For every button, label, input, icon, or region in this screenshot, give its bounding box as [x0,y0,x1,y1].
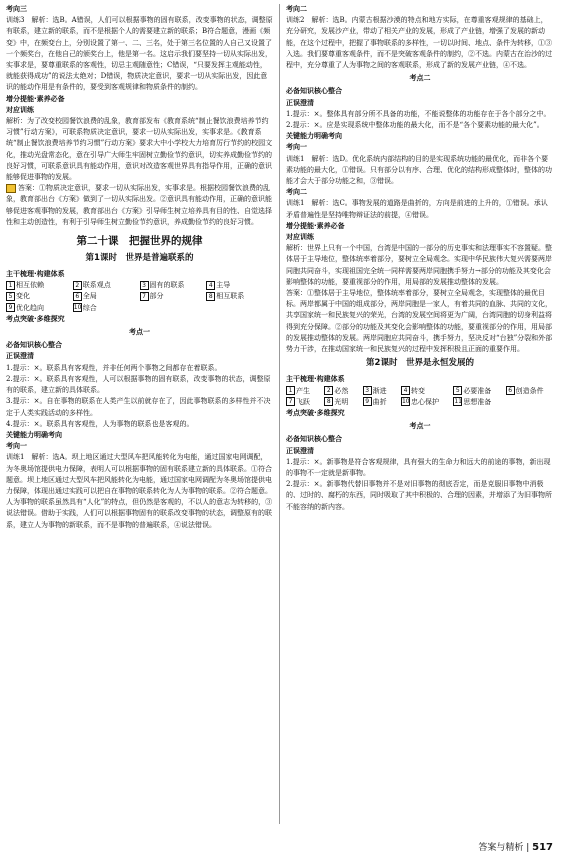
heading-boost: 增分提能·素养必备 [6,94,65,103]
heading-boost-2: 增分提能·素养必备 [286,221,345,230]
grid-item: 4 主导 [206,280,273,291]
training-1-analysis: 训练1 解析：选A。坝上地区通过大型风车把风能转化为电能，通过国家电网调配，为冬奥场馆提供电力保障，表明人可以根据事物的固有联系建立新的具体联系。①符合题意。坝上地区通过大型风车把风能转化为电能，通过国家电网调配为冬奥场馆提供电力保障，体现出通过实践可以把自在事物的联系转化为人为事物的联系。②符合题意。人为事物的联系虽然具有“人化”的特点，但仍然是客观的，不以人的意志为转移的，③说法错误。借助于实践，人们可以根据事物固有的联系改变事物的状态，调整原有的联系，建立人为事物的新联系，而不是事物的普遍联系，④说法错误。 [6,453,273,529]
grid-item: 2 联系观点 [73,280,140,291]
grid-item: 5 变化 [6,291,73,302]
right-column [286,4,554,513]
heading-core-knowledge-2: 必备知识核心整合 [286,87,342,96]
grid-item: 8 相互联系 [206,291,273,302]
grid-item: 6 全局 [73,291,140,302]
heading-breakthrough: 考点突破·多维探究 [6,314,65,323]
training-1c-analysis: 训练1 解析：选C。事物发展的道路是曲折的，方向是前进的上升的，①错误。承认矛盾普遍性是坚持唯物辩证法的前提，④错误。 [286,199,548,219]
grid-item: 4 转变 [401,386,449,397]
analysis-paragraph-2: 解析：世界上只有一个中国，台湾是中国的一部分的历史事实和法理事实不容置疑。整体居于主导地位，整体统率着部分，要树立全局观念。实现中华民族伟大复兴需要两岸同胞共同奋斗，实现祖国完全统一同样需要两岸同胞携手努力→部分的功能及其变化会影响整体的功能，要重视部分的作用，用局部的发展推动整体的发展。 [286,244,552,286]
heading-main-structure: 主干梳理·构建体系 [6,270,65,279]
training-2-analysis: 训练2 解析：选B。内蒙古根据沙漠的特点和地方实际，在尊重客观规律的基础上，充分研究，发展沙产业，带动了相关产业的发展，形成了产业链，增强了发展的新动能，在这个过程中，把握了事物联系的多样性，一切以时间、地点、条件为转移，①③入选。我们要尊重客观条件，而不是突破客观条件的制约，②不选。内蒙古在治沙的过程中，充分尊重了人为事物之间的客观联系，形成了新的发展产业链，④不选。 [286,16,552,70]
tip-6: 2.提示：×。应是实现系统中整体功能的最大化，而不是“各个要素功能的最大化”。 [286,121,544,130]
heading-clarify-3: 正误澄清 [286,446,314,455]
heading-exercise-2: 对应训练 [286,233,314,242]
grid-item: 1 相互依赖 [6,280,73,291]
tip-1: 1.提示：×。联系具有客观性，并非任何两个事物之间都存在着联系。 [6,363,222,372]
heading-main-structure-2: 主干梳理·构建体系 [286,375,345,384]
heading-point-3: 考点一 [409,422,431,431]
tip-7: 1.提示：×。新事物是符合客观规律，具有强大的生命力和远大的前途的事物，新出现的事物不一定就是新事物。 [286,457,551,477]
heading-direction-2b: 考向二 [286,188,307,197]
heading-breakthrough-2: 考点突破·多维探究 [286,408,345,417]
grid-item: 2 必然 [324,386,358,397]
tip-4: 4.提示：×。联系具有客观性，人为事物的联系也是客观的。 [6,419,194,428]
grid-item: 1 产生 [286,386,320,397]
training-1b-analysis: 训练1 解析：选D。优化系统内部结构的目的是实现系统功能的最优化，而非各个要素功能的最大化，①错误。只有部分以有序、合理、优化的结构形成整体时，整体的功能才会大于部分功能之和，③错误。 [286,154,552,186]
grid-item: 8 光明 [324,397,358,408]
grid-item: 9 优化趋向 [6,303,73,314]
training-3-analysis: 训练3 解析：选B。A错误，人们可以根据事物的固有联系，改变事物的状态，调整原有联系，建立新的联系，而不是根据个人的需要建立新的联系；B符合题意，漫画《频变》中，在频变台上，分别设置了第一、二、三名，处于第三名位置的人自己又设置了一个频奖台，在他自己的颁奖台上，他是第一名。这启示我们要坚持一切从实际出发，实事求是，要尊重联系的客观性，切忌主观随意性；C错误，“只要发挥主观能动性，就能获得成功”的说法太绝对；D错误，物质决定意识，要求一切从实际出发，因此意识的能动作用是有条件的，要受到客观规律和物质条件的制约。 [6,16,273,92]
left-column [6,4,273,531]
concept-grid-2 [286,386,554,408]
footer-label: 答案与精析 [478,843,524,853]
grid-item: 7 飞跃 [286,397,320,408]
grid-item: 7 部分 [140,291,207,302]
concept-grid [6,280,273,314]
tip-3: 3.提示：×。自在事物的联系在人类产生以前就存在了，因此事物联系的多样性并不决定于人类实践活动的多样性。 [6,397,271,417]
column-divider [279,4,280,824]
answer-paragraph-2: 答案：①整体居于主导地位，整体统率着部分，要树立全局观念，实现整体的最优目标。两岸都属于中国的组成部分，两岸同胞是一家人，有着共同的血脉、共同的文化，共享国家统一和民族复兴的荣光，台湾的发展空间将更为广阔，台湾同胞的切身利益将得到充分保障。②部分的功能及其变化会影响整体的功能，要重视部分的作用，用局部的发展推动整体的发展。两岸同胞应共同奋斗，携手努力，坚决反对“台独”分裂和外部势力干涉，在推动国家统一和民族复兴的过程中发挥积极且正面的重要作用。 [286,289,553,354]
period-title-2: 第2课时 世界是永恒发展的 [366,358,474,369]
grid-item: 6 创造条件 [506,386,554,397]
page-number: 517 [532,842,553,853]
grid-item: 11思想准备 [454,397,492,406]
heading-direction-1b: 考向一 [286,143,307,152]
grid-item: 3 固有的联系 [140,280,207,291]
heading-core-knowledge-3: 必备知识核心整合 [286,435,342,444]
grid-item: 10忠心保护 [401,397,439,406]
heading-core-knowledge: 必备知识核心整合 [6,341,62,350]
pencil-icon [6,184,16,193]
heading-point-1: 考点一 [129,328,150,337]
heading-key-ability-2: 关键能力明确考向 [286,132,342,141]
grid-item: 3 渐进 [363,386,397,397]
heading-direction-2: 考向二 [286,5,307,13]
heading-key-ability: 关键能力明确考向 [6,430,62,439]
tip-2: 2.提示：×。联系具有客观性，人可以根据事物的固有联系，改变事物的状态，调整原有的联系，建立新的具体联系。 [6,374,271,395]
heading-exercise: 对应训练 [6,105,34,114]
lesson-title: 第二十课 把握世界的规律 [76,235,203,248]
heading-clarify-2: 正误澄清 [286,98,314,107]
heading-direction-3: 考向三 [6,5,27,13]
grid-item: 5 必要准备 [453,386,501,397]
period-title: 第1课时 世界是普遍联系的 [85,253,194,264]
tip-5: 1.提示：×。整体具有部分所不具备的功能，不能说整体的功能存在于各个部分之中。 [286,109,551,118]
heading-clarify: 正误澄清 [6,352,34,361]
heading-point-2: 考点二 [409,74,431,83]
analysis-paragraph: 解析：为了改变校园餐饮浪费的乱象，教育部发布《教育系统“制止餐饮浪费培养节约习惯”行动方案》，可联系物质决定意识，要求一切从实际出发，实事求是。《教育系统“制止餐饮浪费培养节约习惯”行动方案》要求大中小学校大力培育厉行节约的校园文化，推动光盘常态化，意在引导广大师生牢固树立勤俭节约意识，切实养成勤俭节约的良好习惯，可联系意识具有能动作用，意识对改造客观世界具有指导作用，正确的意识能够促进事物的发展。 [6,117,273,182]
heading-direction-1: 考向一 [6,442,27,451]
grid-item: 10综合 [73,303,97,312]
grid-item: 9 曲折 [363,397,397,408]
tip-8: 2.提示：×。新事物代替旧事物并不是对旧事物的彻底否定，而是克服旧事物中消极的、过时的、腐朽的东西，同时吸取了其中积极的、合理的因素，并增添了为旧事物所不能容纳的新内容。 [286,480,552,511]
answer-paragraph: 答案：①物质决定意识，要求一切从实际出发，实事求是。根据校园餐饮浪费的乱象，教育部出台《方案》做到了一切从实际出发。②意识具有能动作用，正确的意识能够促进客观事物的发展，教育部出台《方案》引导师生树立培养具有目的性、自觉选择性和主动创造性，有利于引导师生树立勤俭节约意识，养成勤俭节约的良好习惯。 [6,184,272,226]
page-footer: 答案与精析 | 517 [478,842,553,853]
